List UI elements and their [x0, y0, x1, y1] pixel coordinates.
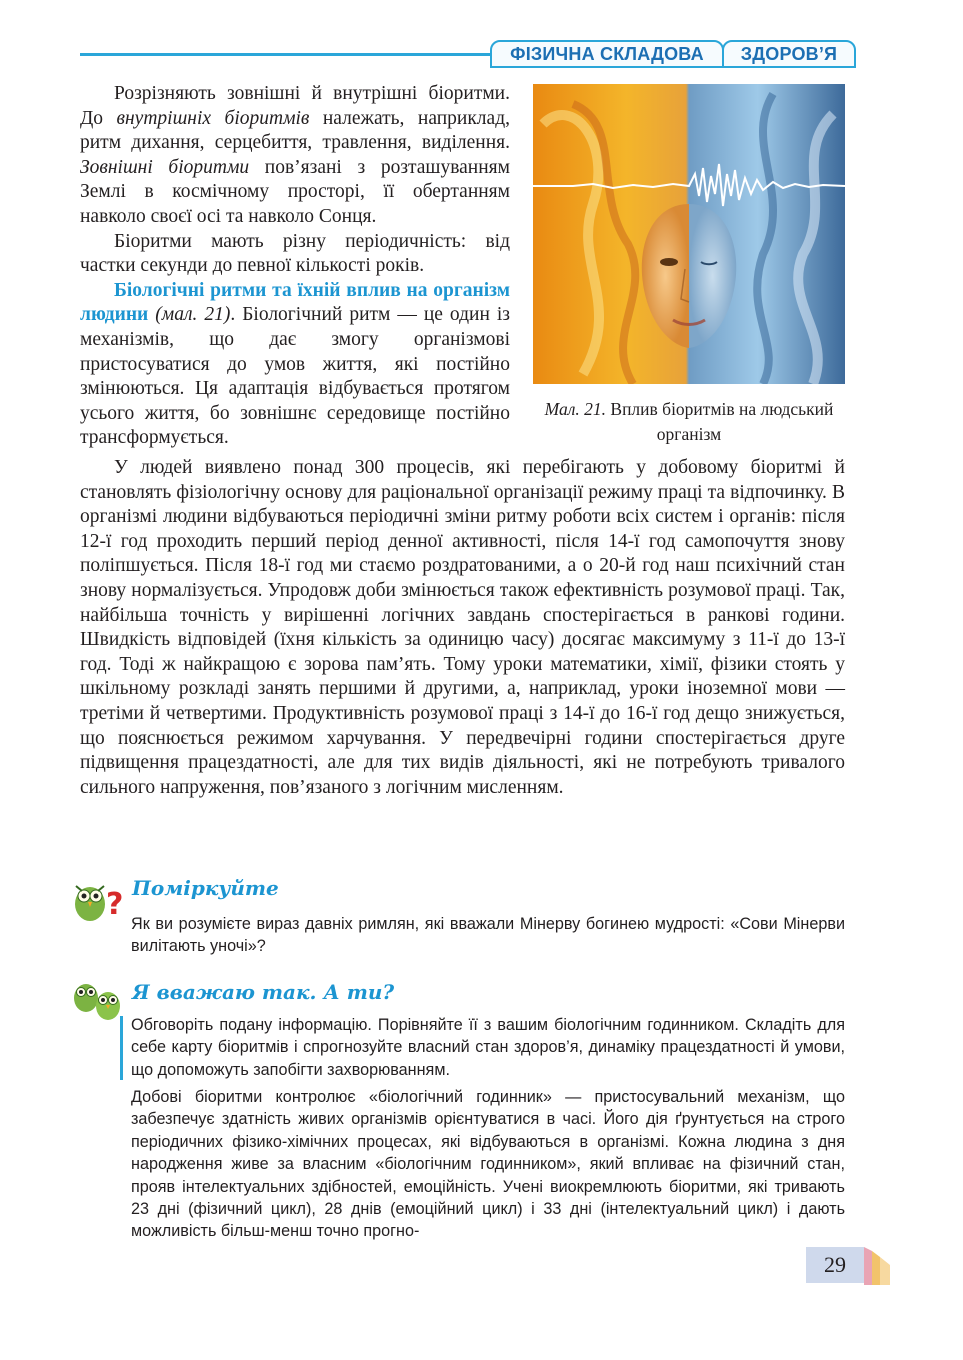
caption-text: Вплив біоритмів на людський організм [606, 399, 834, 444]
intro-p3-body: . Біологічний ритм — це один із механізмів, що дає змогу організмові пристосуватися до умов життя, які постійно змінюються. Ця адаптація відбувається протягом усього життя, бо зовнішнє середовище постійно трансформується. [80, 304, 511, 449]
biorhythm-photo [533, 84, 845, 384]
intro-text [80, 82, 510, 451]
figure-reference: (мал. 21) [148, 304, 231, 326]
think-section-text: Як ви розумієте вираз давніх римлян, які вважали Мінерву богинею мудрості: «Сови Мінерви вилітають уночі»? [131, 915, 845, 956]
intro-p1-a: Розрізняють зовнішні й внутрішні біоритми. До [80, 83, 510, 129]
discuss-side-bar [120, 1016, 123, 1080]
intro-p2: Біоритми мають різну періодичність: від частки секунди до певної кількості років. [80, 230, 510, 277]
body-paragraph-text: У людей виявлено понад 300 процесів, які перебігають у добовому біоритмі й становлять фізіологічну основу для раціональної організації режиму праці та відпочинку. В організмі людини відбуваються періодичні зміни ритму роботи всіх систем і органів: після 12-ї год проходить перший період денної активності, після 14-ї год самопочуття знову поліпшується. Після 18-ї год ми стаємо роздратованими, а о 20-й год наш психічний стан знову нормалізується. Упродовж доби змінюється також ефективність розумової праці. Так, найбільша точність у вирішенні логічних завдань спостерігається в ранкові години. Швидкість відповідей (їхня кількість за одиницю часу) досягає максимуму з 11-ї до 13-ї год. Тоді ж найкращою є зорова пам’ять. Тому уроки математики, хімії, фізики стоять у шкільному розкладі занять першими й другими, а, наприклад, уроки іноземної мови — третіми й четвертими. Продуктивність розумової праці з 14-ї до 16-ї год дещо знижується, що пояснюється режимом харчування. У передвечірні години спостерігається друге підвищення працездатності, але для тих видів діяльності, які не потребують тривалого сильного напруження, пов’язаного з логічним мисленням. [80, 457, 845, 798]
discuss-section-p1: Обговоріть подану інформацію. Порівняйте її з вашим біологічним годинником. Складіть для себе карту біоритмів і спрогнозуйте власний стан здоров’я, динаміку працездатності й умови, що допоможуть запобігти захворюванням. [131, 1016, 845, 1079]
term-external: Зовнішні біоритми [80, 156, 250, 178]
discuss-section-p2: Добові біоритми контролює «біологічний годинник» — пристосувальний механізм, що забезпечує здатність живих організмів орієнтуватися в часі. Його дія ґрунтується на строго періодичних фізико-хімічних процесах, які відбуваються в організмі. Кожна людина з дня народження живе за власним «біологічним годинником», який впливає на фізичний стан, прояв інтелектуальних здібностей, емоційність. Учені виокремлюють біоритми, які тривають 23 дні (фізичний цикл), 28 днів (емоційний цикл) і 33 дні (інтелектуальний цикл) і дають можливість більш-менш точно прогно- [131, 1088, 845, 1241]
intro-p1-b: належать, наприклад, ритм дихання, серцебиття, травлення, виділення. [80, 107, 510, 154]
think-section-title: Поміркуйте [132, 876, 279, 900]
svg-text:?: ? [106, 887, 124, 922]
body-paragraph [80, 456, 845, 800]
subsection-heading: Біологічні ритми та їхній вплив на організм людини [80, 279, 510, 326]
header-rule [80, 53, 492, 56]
header-topic-tab: ЗДОРОВ’Я [722, 40, 856, 68]
intro-p1-c: пов’язані з розташуванням Землі в космічному просторі, її обертанням навколо своєї осі та навколо Сонця. [80, 156, 510, 227]
owl-pair-icon [70, 976, 124, 1024]
owl-question-icon [70, 878, 124, 922]
discuss-section-title: Я вважаю так. А ти? [132, 980, 395, 1004]
photo-illustration [533, 84, 845, 384]
caption-number: Мал. 21. [544, 399, 607, 419]
figure-caption [533, 397, 845, 447]
page-number-tab [800, 1245, 895, 1290]
page-number: 29 [806, 1247, 864, 1283]
header-section-tab: ФІЗИЧНА СКЛАДОВА [490, 40, 724, 68]
term-internal: внутрішніх біоритмів [116, 107, 310, 129]
